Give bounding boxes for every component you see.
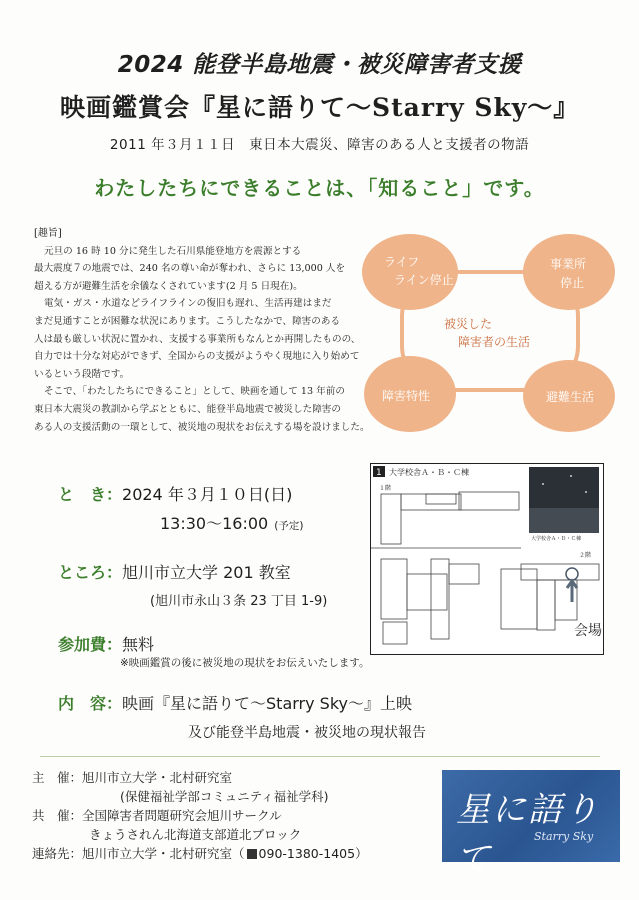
movie-logo [442,770,620,879]
fee-value: 無料 [122,635,155,654]
content-row [58,691,412,714]
where-address: (旭川市永山３条 23 丁目 1-9) [150,594,328,609]
contact-value: 旭川市立大学・北村研究室 [82,846,233,861]
phone-icon [247,849,257,859]
time-value: 13:30〜16:00 [160,514,269,533]
purpose-section [34,225,394,436]
organizer-block [32,768,368,863]
cohost-label: 共 催： [32,808,83,823]
logo-subtitle: Starry Sky [534,830,594,843]
contact-label: 連絡先： [32,846,83,861]
content-label: 内 容： [58,694,123,713]
contact-row: 連絡先：旭川市立大学・北村研究室（ 090-1380-1405） [32,846,368,861]
time-row [160,511,303,534]
event-title [60,88,579,124]
map-number: 1 [376,468,382,478]
contact-phone: 090-1380-1405 [258,846,356,861]
where-label: ところ： [58,563,123,582]
diagram-node-label: 避難生活 [546,390,595,404]
purpose-line: 人は最も厳しい状況に置かれ、支援する事業所もなんとか再開したものの、 [34,333,361,345]
impact-diagram [362,232,618,432]
map-building-label: 大学校舎Ａ・Ｂ・Ｃ棟 [531,536,582,542]
cohost-row [32,806,368,825]
event-series-title: 2024 能登半島地震・被災障害者支援 [117,52,522,78]
slogan: わたしたちにできることは、「知ること」です。 [94,176,545,200]
purpose-line: いるという段階です。 [34,368,130,380]
map-title: 大学校舎Ａ・Ｂ・Ｃ棟 [389,468,469,477]
purpose-line: 超える方が避難生活を余儀なくされています(2 月 5 日現在)。 [34,280,303,292]
purpose-line: まだ見通すことが困難な状況にあります。こうしたなかで、障害のある [34,315,341,327]
diagram-node-label: ライフ [384,255,420,269]
purpose-line: ある人の支援活動の一環として、被災地の現状をお伝えする場を設けました。 [34,421,370,433]
diagram-center-label: 被災した [444,317,493,331]
purpose-line: 電気・ガス・水道などライフラインの復旧も遅れ、生活再建はまだ [44,298,332,310]
footer-divider [40,756,600,757]
host-label: 主 催： [32,770,83,785]
diagram-node-label: ライン停止 [394,273,454,287]
movie-title: 『星に語りて〜Starry Sky〜』 [190,93,580,122]
where-value: 旭川市立大学 201 教室 [122,563,291,582]
event-subtitle: 2011 年３月１１日 東日本大震災、障害のある人と支援者の物語 [109,137,530,153]
diagram-node-label: 障害特性 [382,389,431,403]
venue-map [370,463,604,655]
fee-row [58,632,154,655]
purpose-line: 最大震度７の地震では、240 名の尊い命が奪われ、さらに 13,000 人を [34,263,346,275]
purpose-line: 元旦の 16 時 10 分に発生した石川県能登地方を震源とする [44,245,302,257]
map-floor1-label: １階 [379,485,392,492]
map-floor2-label: ２階 [579,552,592,559]
fee-note: ※映画鑑賞の後に被災地の現状をお伝えいたします。 [120,657,370,669]
diagram-node-label: 事業所 [550,257,587,271]
diagram-node-label: 停止 [560,276,585,290]
purpose-line: 自力では十分な対応ができず、全国からの支援がようやく現地に入り始めて [34,351,360,363]
purpose-line: 東日本大震災の教訓から学ぶとともに、能登半島地震で被災した障害の [34,403,341,415]
when-label: と き： [58,485,123,504]
diagram-node-facility [523,234,615,310]
venue-label: 会場 [574,623,602,639]
diagram-center-label: 障害者の生活 [458,335,531,349]
purpose-line: そこで、「わたしたちにできること」として、映画を通して 13 年前の [44,386,345,398]
purpose-heading: [趣旨] [34,228,62,239]
map-drawing [371,464,603,654]
where-row [58,560,291,583]
fee-label: 参加費： [58,635,123,654]
content-value: 映画『星に語りて〜Starry Sky〜』上映 [122,694,413,713]
event-type: 映画鑑賞会 [60,93,191,122]
host-sub: (保健福祉学部コミュニティ福祉学科) [120,789,329,804]
host-value: 旭川市立大学・北村研究室 [82,770,233,785]
venue-arrow-icon [567,581,577,602]
cohost-value-2: きょうされん北海道支部道北ブロック [89,827,302,842]
when-row [58,482,292,505]
venue-marker [566,568,578,580]
time-note: (予定) [274,520,304,532]
content-value-2: 及び能登半島地震・被災地の現状報告 [188,725,426,741]
host-row [32,768,368,787]
cohost-value: 全国障害者問題研究会旭川サークル [82,808,282,823]
when-value: 2024 年３月１０日(日) [122,485,293,504]
diagram-node-lifeline [362,234,458,310]
logo-title: 星に語りて [456,790,600,879]
